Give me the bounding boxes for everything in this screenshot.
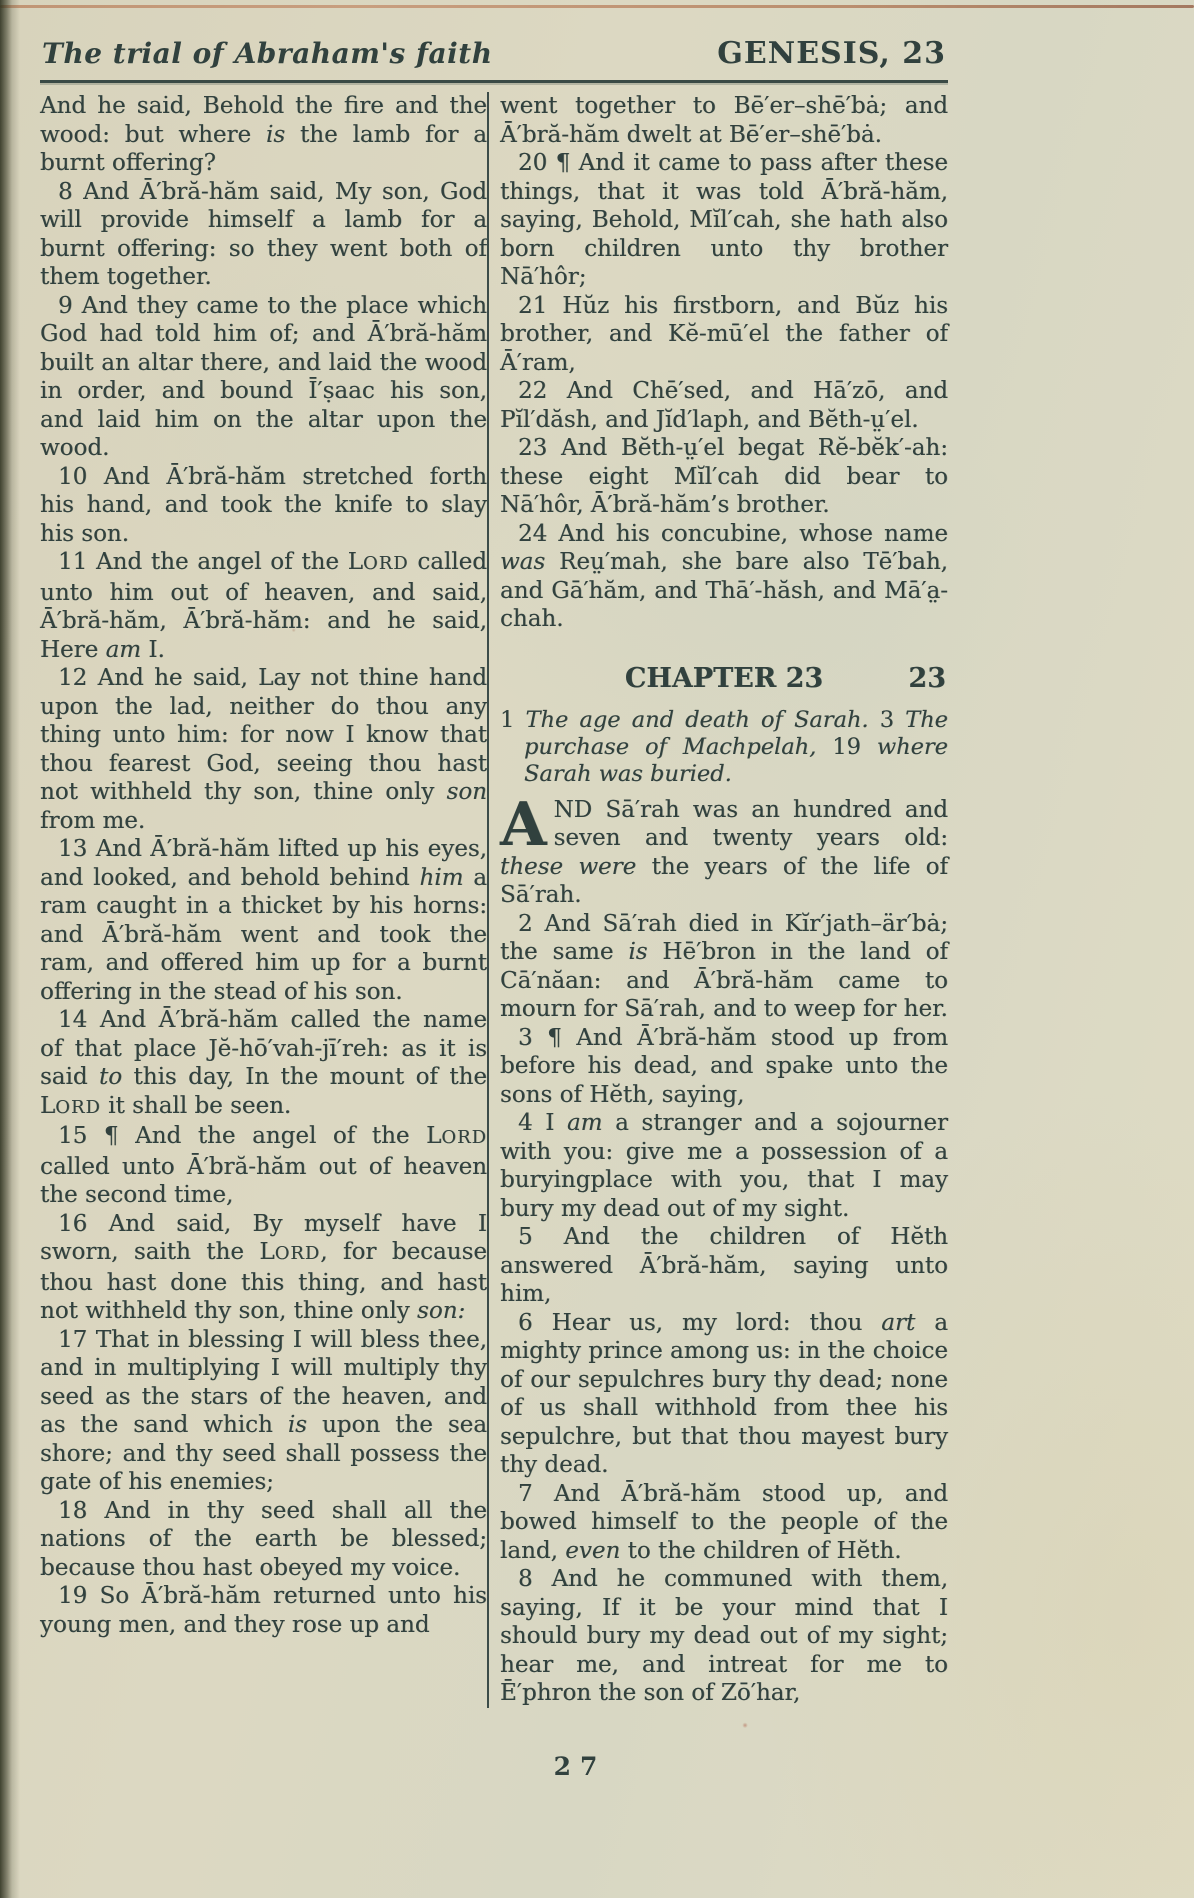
italic-text: am [105, 636, 142, 663]
italic-text: 19 [832, 733, 861, 760]
italic-text: am [566, 1110, 603, 1136]
header-rule [40, 80, 948, 83]
verse-paragraph: 6 Hear us, my lord: thou art a mighty prince among us: in the choice of our sepulchres bury thy dead; none of us shall withhold from thee his sepulchre, but that thou mayest bury thy dead. [500, 1309, 948, 1478]
divine-name: LORD [40, 1092, 101, 1119]
italic-text: him [419, 864, 464, 891]
divine-name: LORD [426, 1123, 487, 1149]
verse-continuation: went together to Bē′er–shē′bȧ; and Ā′bră-hăm dwelt at Bē′er–shē′bȧ. [500, 93, 948, 148]
verse-paragraph: 7 And Ā′bră-hăm stood up, and bowed himself to the people of the land, even to the children of Hĕth. [500, 1480, 948, 1564]
left-column [40, 92, 487, 1708]
page-left-edge-shadow [0, 0, 20, 1898]
verse-paragraph: 23 And Bĕth-ṳ′el begat Rĕ-bĕk′-ah: these eight Mĭl′cah did bear to Nā′hôr, Ā′bră-hăm’s brother. [500, 435, 948, 518]
italic-text: 1 [500, 706, 515, 733]
verse-paragraph: 5 And the children of Hĕth answered Ā′bră-hăm, saying unto him, [500, 1224, 948, 1307]
verse-paragraph: 3 ¶ And Ā′bră-hăm stood up from before his dead, and spake unto the sons of Hĕth, saying, [500, 1024, 948, 1108]
verse-paragraph: 18 And in thy seed shall all the nations of the earth be blessed; because thou hast obeyed my voice. [40, 1497, 487, 1581]
verse-paragraph: 20 ¶ And it came to pass after these things, that it was told Ā′bră-hăm, saying, Behold, Mĭl′cah, she hath also born children unto thy brother Nā′hôr; [500, 150, 948, 290]
verse-paragraph: 11 And the angel of the LORD called unto him out of heaven, and said, Ā′bră-hăm, Ā′bră-hăm: and he said, Here am I. [40, 549, 487, 663]
chapter-summary: 1 The age and death of Sarah. 3 The purchase of Machpelah, 19 where Sarah was buried. [500, 706, 948, 787]
two-column-text-block [40, 92, 948, 1708]
running-head-title: The trial of Abraham's faith [42, 37, 493, 70]
running-head [40, 34, 948, 74]
italic-text: was [500, 549, 546, 575]
running-head-book-chapter: GENESIS, 23 [717, 36, 946, 71]
italic-text: 3 [879, 706, 895, 733]
italic-text: is [287, 1412, 307, 1438]
chapter-heading [500, 662, 948, 695]
verse-paragraph: 19 So Ā′bră-hăm returned unto his young men, and they rose up and [40, 1583, 487, 1638]
chapter-heading-label: CHAPTER 23 [624, 662, 824, 694]
verse-paragraph: 4 I am a stranger and a sojourner with you: give me a possession of a buryingplace with you, that I may bury my dead out of my sight. [500, 1110, 948, 1222]
verse-paragraph: 16 And said, By myself have I sworn, saith the LORD, for because thou hast done this thing, and hast not withheld thy son, thine only son: [40, 1210, 487, 1324]
verse-paragraph: 14 And Ā′bră-hăm called the name of that place Jĕ-hō′vah-jī′reh: as it is said to this day, In the mount of the LORD it shall be seen. [40, 1007, 488, 1119]
page-number: 27 [553, 1752, 607, 1781]
verse-paragraph: 17 That in blessing I will bless thee, and in multiplying I will multiply thy seed as the stars of the heaven, and as the sand which is upon the sea shore; and thy seed shall possess the gate of his enemies; [40, 1326, 487, 1495]
verse-continuation: And he said, Behold the fire and the wood: but where is the lamb for a burnt offering? [40, 93, 487, 176]
verse-paragraph: 10 And Ā′bră-hăm stretched forth his hand, and took the knife to slay his son. [40, 463, 487, 547]
verse-paragraph: 8 And Ā′bră-hăm said, My son, God will provide himself a lamb for a burnt offering: so they went both of them together. [40, 178, 487, 290]
page-top-edge-stain [0, 5, 1194, 8]
right-column [500, 92, 948, 1708]
verse-paragraph: 15 ¶ And the angel of the LORD called unto Ā′bră-hăm out of heaven the second time, [40, 1123, 487, 1208]
verse-paragraph: 21 Hŭz his firstborn, and Bŭz his brother, and Kĕ-mū′el the father of Ā′ram, [500, 292, 948, 376]
chapter-column-ref: 23 [908, 662, 946, 694]
italic-text: is [265, 121, 286, 148]
divine-name: LORD [259, 1239, 321, 1265]
verse-paragraph: 8 And he communed with them, saying, If it be your mind that I should bury my dead out of my sight; hear me, and intreat for me to Ē′phron the son of Zō′har, [500, 1566, 948, 1706]
italic-text: son: [417, 1298, 466, 1324]
column-divider-rule [487, 92, 489, 1708]
italic-text: art [881, 1309, 916, 1336]
divine-name: LORD [347, 549, 409, 575]
verse-paragraph: 24 And his concubine, whose name was Reṳ′mah, she bare also Tē′bah, and Gā′hăm, and Thā′-hăsh, and Mā′a̤-chah. [500, 520, 948, 632]
drop-cap: A [500, 789, 547, 860]
italic-text: to [99, 1064, 123, 1090]
verse-paragraph: 12 And he said, Lay not thine hand upon the lad, neither do thou any thing unto him: for now I know that thou fearest God, seeing thou hast not withheld thy son, thine only son from me. [40, 665, 487, 834]
page-content [40, 34, 948, 1708]
italic-text: son [446, 779, 487, 805]
verse-paragraph: 22 And Chē′sed, and Hā′zō, and Pĭl′dăsh, and Jĭd′laph, and Bĕth-ṳ′el. [500, 378, 948, 433]
verse-paragraph: AND Sā′rah was an hundred and seven and twenty years old: these were the years of the life of Sā′rah. [500, 789, 949, 908]
italic-text: these were [500, 853, 637, 880]
verse-paragraph: 9 And they came to the place which God had told him of; and Ā′bră-hăm built an altar there, and laid the wood in order, and bound Ī′ṣaac his son, and laid him on the altar upon the wood. [40, 292, 487, 461]
verse-paragraph: 13 And Ā′bră-hăm lifted up his eyes, and looked, and behold behind him a ram caught in a thicket by his horns: and Ā′bră-hăm went and took the ram, and offered him up for a burnt offering in the stead of his son. [40, 836, 487, 1005]
verse-paragraph: 2 And Sā′rah died in Kĭr′jath–är′bȧ; the same is Hē′bron in the land of Cā′năan: and Ā′bră-hăm came to mourn for Sā′rah, and to weep for her. [500, 910, 949, 1022]
italic-text: even [565, 1537, 621, 1564]
italic-text: is [628, 939, 648, 965]
